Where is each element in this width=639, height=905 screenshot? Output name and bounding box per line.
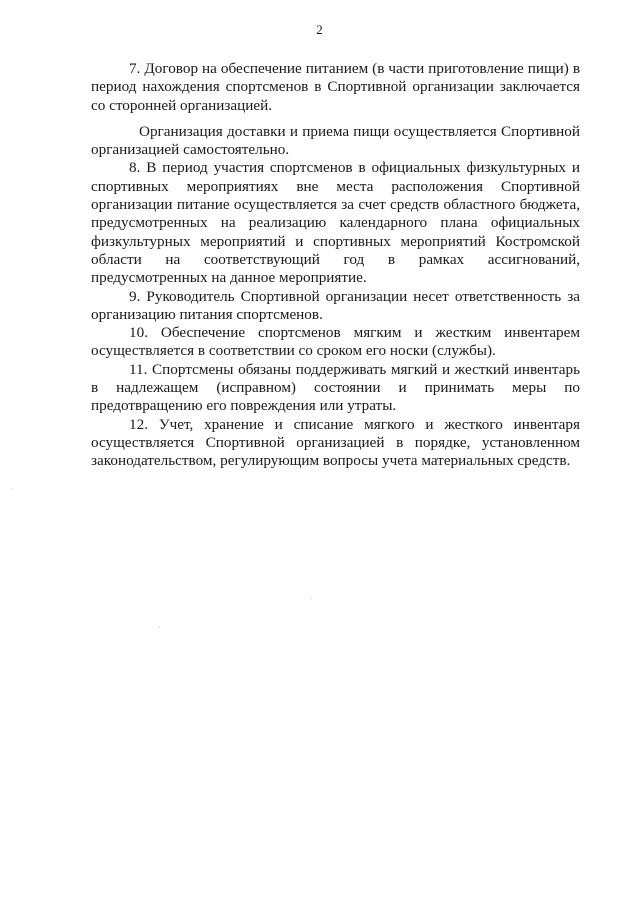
paragraph-12-equipment-accounting: 12. Учет, хранение и списание мягкого и жесткого инвентаря осуществляется Спортивной организацией в порядке, установленном законодательством, регулирующим вопросы учета материальных средств.	[91, 415, 580, 470]
scan-speck	[159, 627, 160, 628]
paragraph-food-delivery: Организация доставки и приема пищи осуществляется Спортивной организацией самостоятельно.	[91, 122, 580, 159]
paragraph-9-head-responsibility: 9. Руководитель Спортивной организации несет ответственность за организацию питания спортсменов.	[91, 287, 580, 323]
paragraph-7-catering-contract: 7. Договор на обеспечение питанием (в части приготовление пищи) в период нахождения спортсменов в Спортивной организации заключается со сторонней организацией.	[91, 60, 580, 114]
document-body	[91, 60, 580, 471]
scan-speck	[12, 488, 13, 489]
scan-speck	[311, 598, 312, 599]
paragraph-10-equipment-provision: 10. Обеспечение спортсменов мягким и жестким инвентарем осуществляется в соответствии со сроком его носки (службы).	[91, 324, 580, 360]
page-number: 2	[316, 22, 323, 37]
paragraph-11-equipment-care: 11. Спортсмены обязаны поддерживать мягкий и жесткий инвентарь в надлежащем (исправном) состоянии и принимать меры по предотвращению его повреждения или утраты.	[91, 360, 580, 415]
paragraph-8-official-events: 8. В период участия спортсменов в официальных физкультурных и спортивных мероприятиях вне места расположения Спортивной организации питание осуществляется за счет средств областного бюджета, предусмотренных на реализацию календарного плана официальных физкультурных мероприятий и спортивных мероприятий Костромской области на соответствующий год в рамках ассигнований, предусмотренных на данное мероприятие.	[91, 159, 580, 287]
